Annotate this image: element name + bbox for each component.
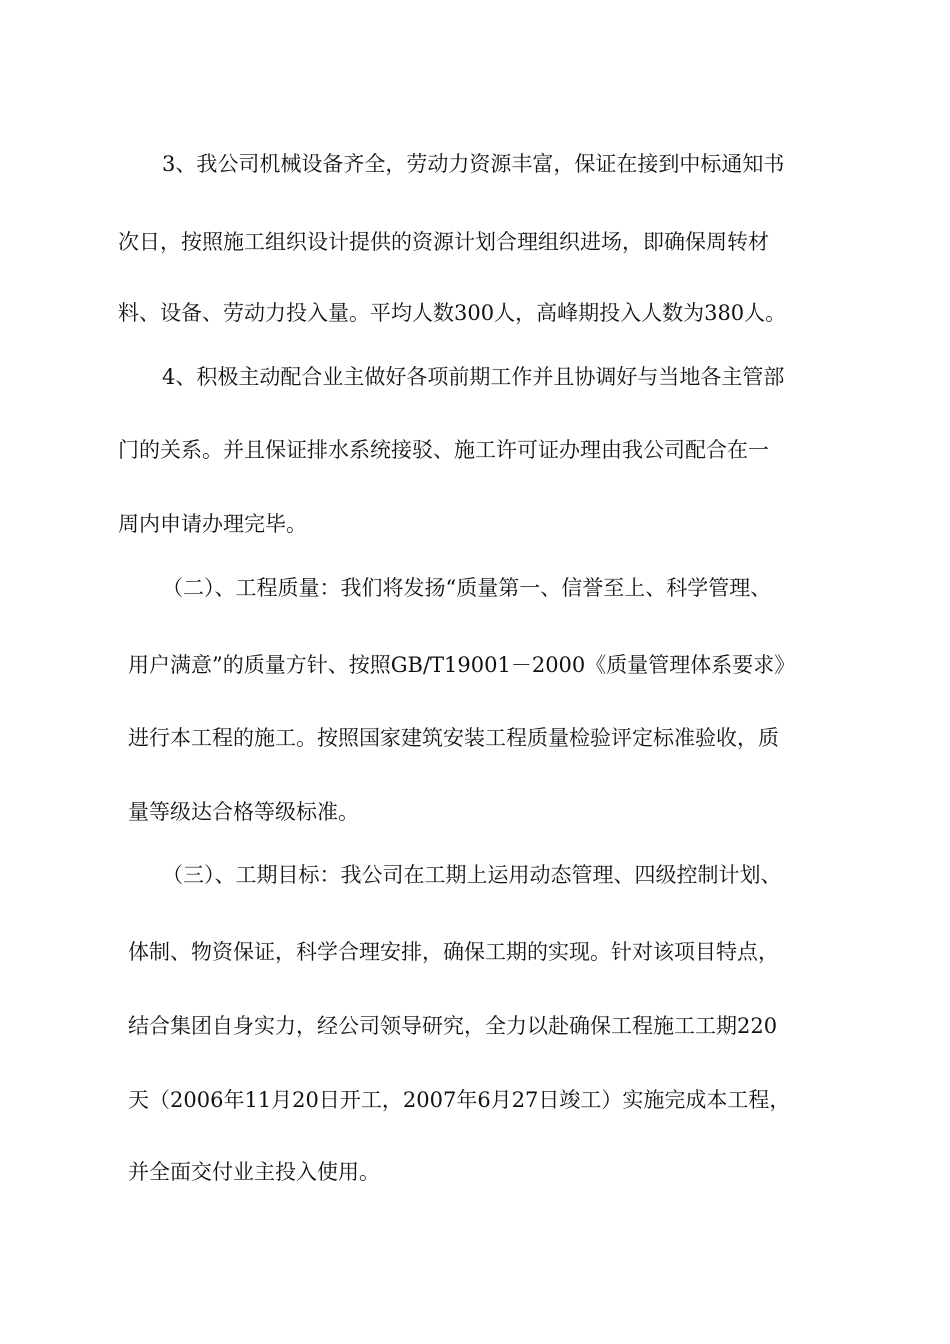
text-line: （二）、工程质量：我们将发扬“质量第一、信誉至上、科学管理、 bbox=[162, 576, 772, 600]
text-line: 量等级达合格等级标准。 bbox=[128, 800, 359, 824]
text-line: 进行本工程的施工。按照国家建筑安装工程质量检验评定标准验收，质 bbox=[128, 726, 779, 750]
text-line: 4、积极主动配合业主做好各项前期工作并且协调好与当地各主管部 bbox=[162, 365, 785, 389]
text-line: 结合集团自身实力，经公司领导研究，全力以赴确保工程施工工期220 bbox=[128, 1014, 778, 1038]
text-line: 体制、物资保证，科学合理安排，确保工期的实现。针对该项目特点， bbox=[128, 940, 779, 964]
text-line: 门的关系。并且保证排水系统接驳、施工许可证办理由我公司配合在一 bbox=[118, 438, 769, 462]
text-line: 用户满意”的质量方针、按照GB/T19001－2000《质量管理体系要求》 bbox=[128, 653, 796, 677]
text-line: 料、设备、劳动力投入量。平均人数300人，高峰期投入人数为380人。 bbox=[118, 301, 787, 325]
text-line: 3、我公司机械设备齐全，劳动力资源丰富，保证在接到中标通知书 bbox=[162, 152, 785, 176]
text-line: 次日，按照施工组织设计提供的资源计划合理组织进场，即确保周转材 bbox=[118, 230, 769, 254]
text-line: 并全面交付业主投入使用。 bbox=[128, 1160, 380, 1184]
text-line: 周内申请办理完毕。 bbox=[118, 512, 307, 536]
text-line: （三）、工期目标：我公司在工期上运用动态管理、四级控制计划、 bbox=[162, 863, 782, 887]
text-line: 天（2006年11月20日开工，2007年6月27日竣工）实施完成本工程， bbox=[128, 1088, 791, 1112]
